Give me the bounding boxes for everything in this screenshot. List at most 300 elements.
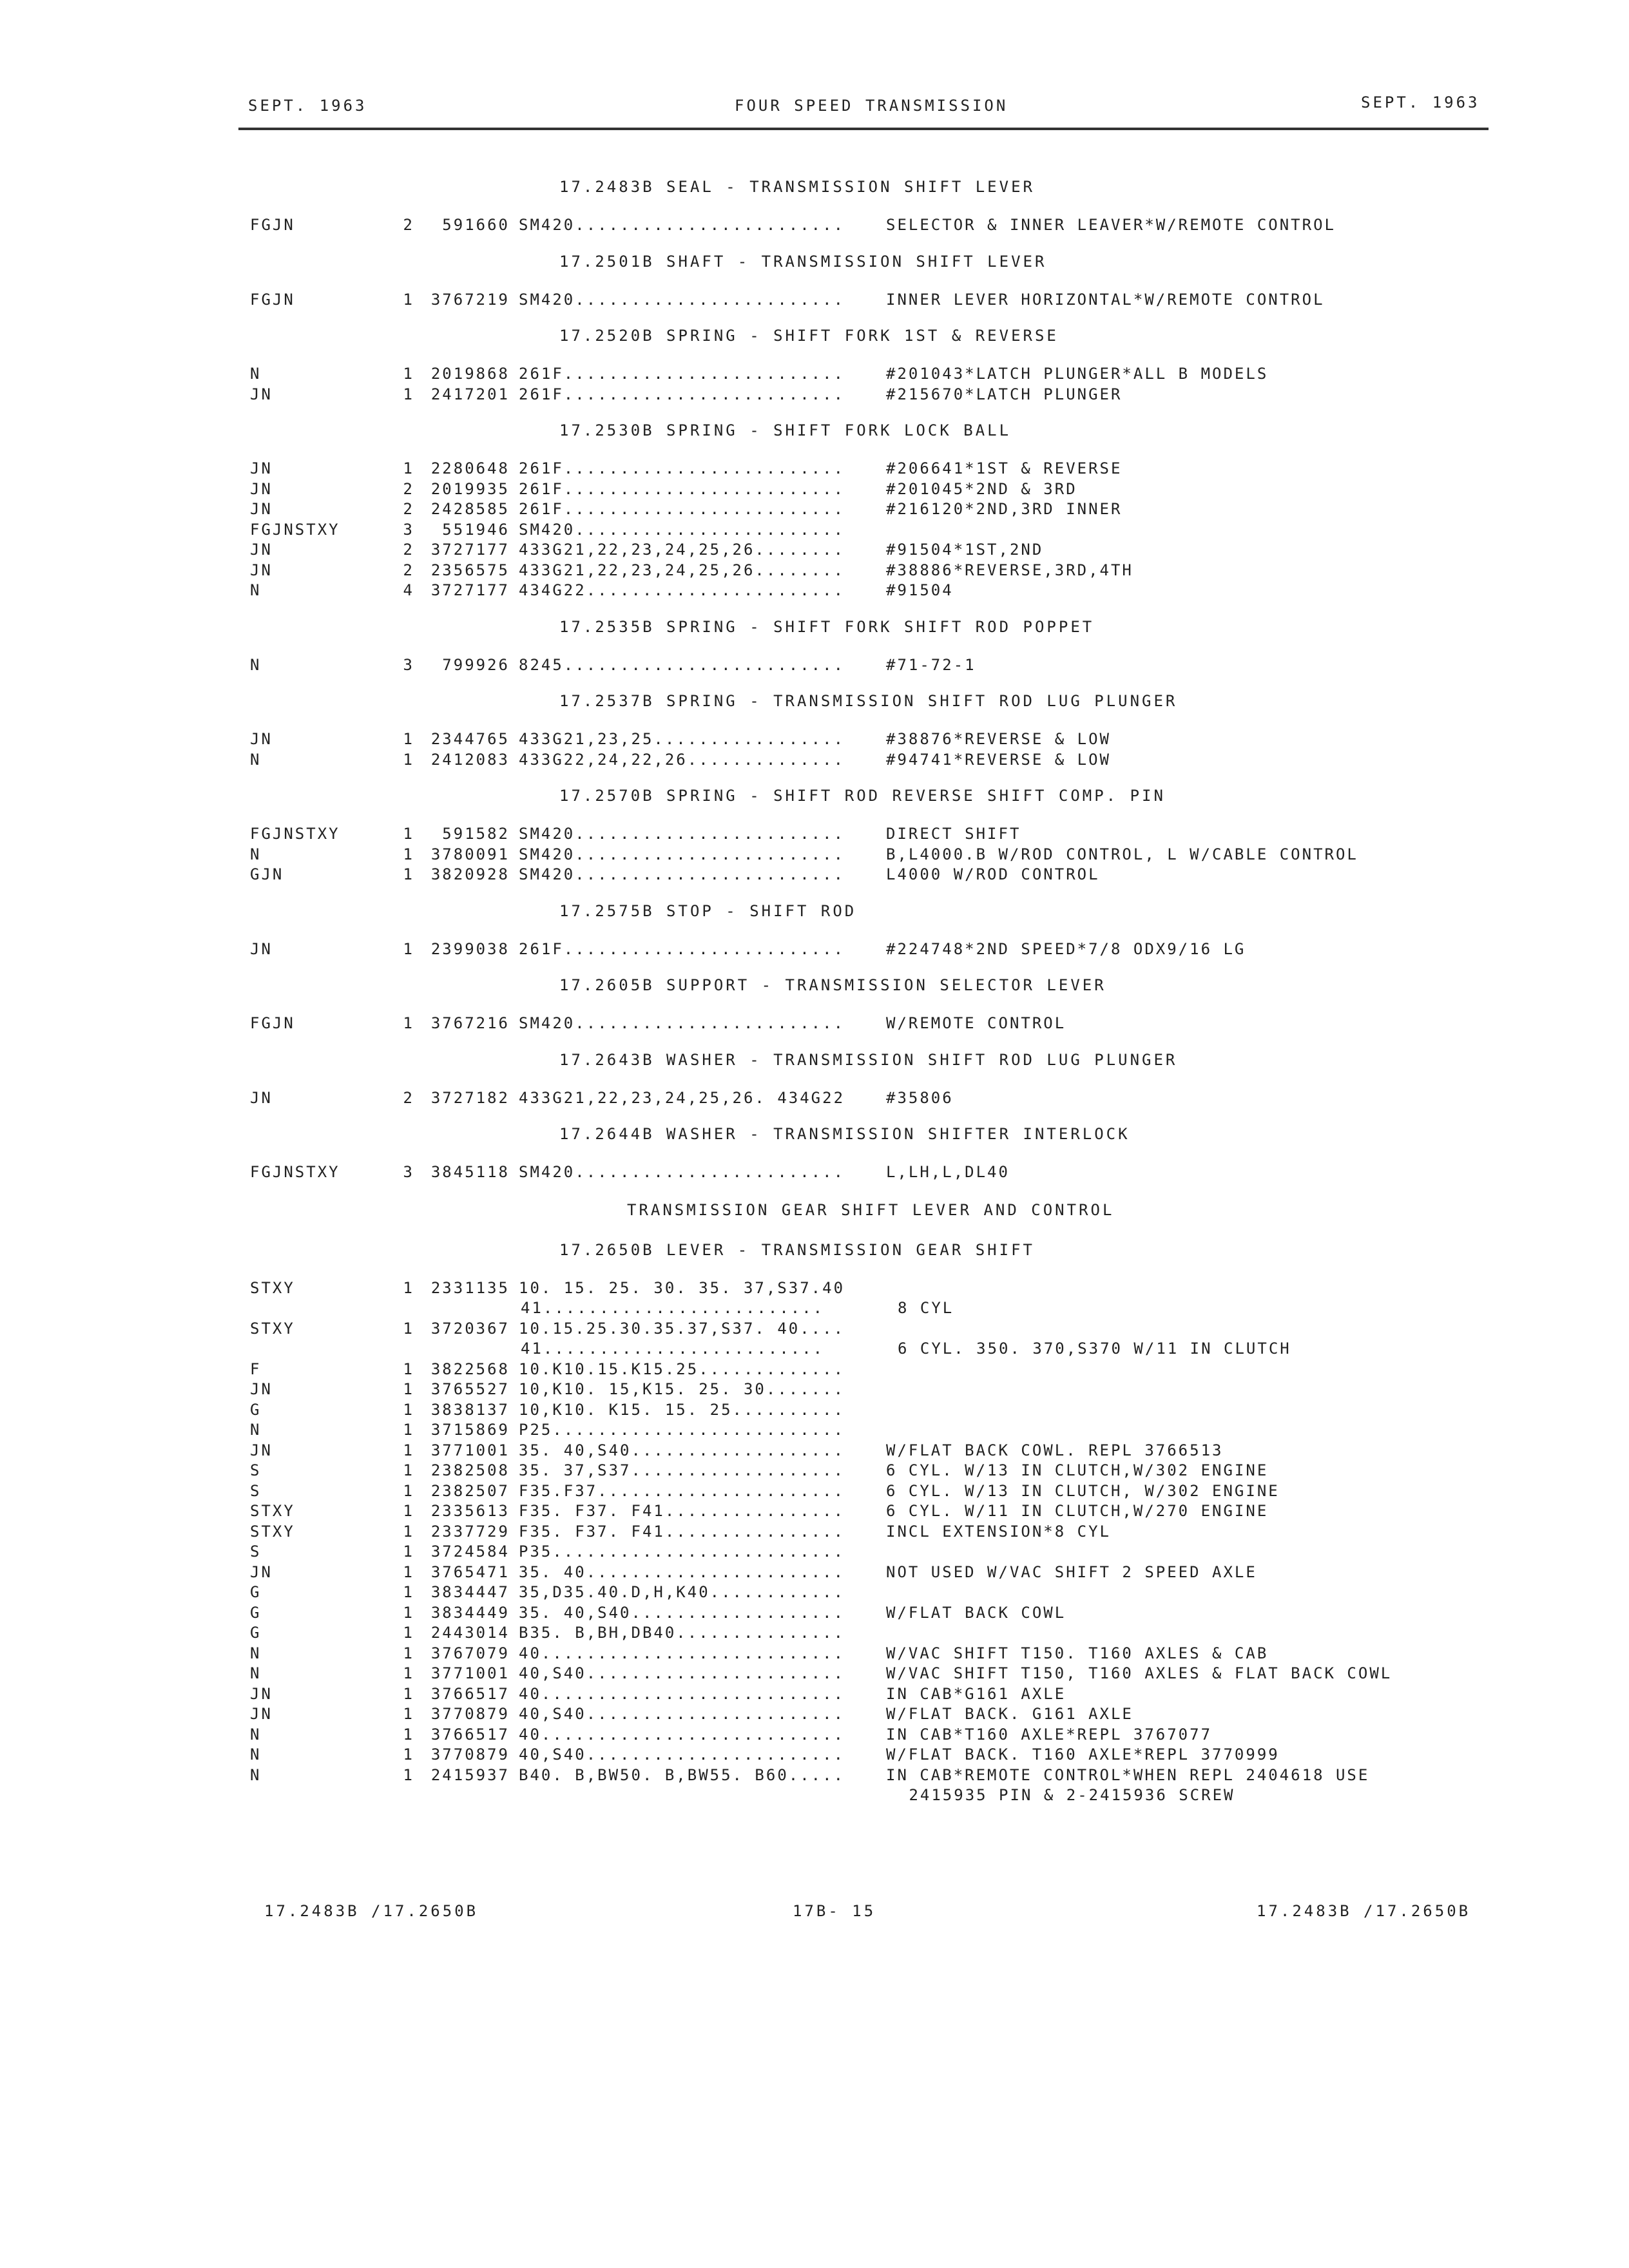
section-rows bbox=[250, 364, 1507, 405]
section-title: 17.2483B SEAL - TRANSMISSION SHIFT LEVER bbox=[559, 178, 1035, 196]
part-description: #91504 bbox=[886, 581, 954, 599]
quantity: 1 bbox=[403, 730, 414, 748]
table-row bbox=[250, 364, 1507, 385]
header-left-date: SEPT. 1963 bbox=[248, 97, 367, 115]
model-applicability: 35. 37,S37................... bbox=[519, 1461, 845, 1479]
continuation-model: 41......................... bbox=[521, 1340, 825, 1358]
part-number: 591582 bbox=[442, 825, 510, 843]
model-code: N bbox=[250, 1664, 262, 1682]
part-description: #201043*LATCH PLUNGER*ALL B MODELS bbox=[886, 365, 1269, 383]
part-description: W/REMOTE CONTROL bbox=[886, 1014, 1066, 1032]
parts-section bbox=[250, 1046, 1507, 1109]
parts-list bbox=[250, 161, 1507, 1806]
part-description: #35806 bbox=[886, 1088, 954, 1107]
quantity: 1 bbox=[403, 1725, 414, 1744]
quantity: 2 bbox=[403, 561, 414, 579]
section-title: 17.2575B STOP - SHIFT ROD bbox=[559, 901, 857, 920]
part-number: 2356575 bbox=[430, 561, 510, 579]
quantity: 1 bbox=[403, 1319, 414, 1338]
part-description bbox=[886, 1319, 1507, 1340]
model-applicability: 261F......................... bbox=[519, 479, 845, 498]
continuation-model: 41......................... bbox=[521, 1299, 825, 1317]
part-description bbox=[886, 1360, 1507, 1380]
table-row bbox=[250, 540, 1507, 561]
quantity: 1 bbox=[403, 825, 414, 843]
model-applicability: B40. B,BW50. B,BW55. B60..... bbox=[519, 1765, 845, 1784]
part-number: 3766517 bbox=[430, 1725, 510, 1744]
part-number: 3727182 bbox=[430, 1088, 510, 1107]
model-code: STXY bbox=[250, 1319, 295, 1338]
section-title: 17.2644B WASHER - TRANSMISSION SHIFTER INTERLOCK bbox=[559, 1125, 1130, 1143]
model-applicability: P35.......................... bbox=[519, 1542, 845, 1561]
quantity: 1 bbox=[403, 1278, 414, 1297]
part-description: L,LH,L,DL40 bbox=[886, 1163, 1010, 1181]
section-rows bbox=[250, 459, 1507, 601]
table-row bbox=[250, 865, 1507, 885]
table-row bbox=[250, 1522, 1507, 1542]
model-applicability: 433G21,22,23,24,25,26........ bbox=[519, 541, 845, 559]
model-code: JN bbox=[250, 939, 273, 958]
table-row bbox=[250, 1441, 1507, 1461]
section-rows bbox=[250, 1088, 1507, 1109]
section-title: 17.2650B LEVER - TRANSMISSION GEAR SHIFT bbox=[559, 1240, 1035, 1259]
quantity: 3 bbox=[403, 1163, 414, 1181]
footer-page-number: 17B- 15 bbox=[793, 1902, 876, 1920]
parts-section bbox=[250, 687, 1507, 770]
quantity: 1 bbox=[403, 865, 414, 883]
section-rows bbox=[250, 215, 1507, 236]
continuation-description: 8 CYL bbox=[898, 1299, 954, 1317]
model-applicability: 261F......................... bbox=[519, 939, 845, 958]
quantity: 1 bbox=[403, 1624, 414, 1642]
model-code: N bbox=[250, 365, 262, 383]
part-description: #71-72-1 bbox=[886, 655, 976, 674]
part-description: 6 CYL. W/13 IN CLUTCH,W/302 ENGINE bbox=[886, 1461, 1269, 1479]
table-row bbox=[250, 1704, 1507, 1725]
part-number: 3838137 bbox=[430, 1400, 510, 1419]
model-applicability: 261F......................... bbox=[519, 385, 845, 403]
part-number: 2019935 bbox=[430, 479, 510, 498]
table-row bbox=[250, 1562, 1507, 1583]
part-description: W/FLAT BACK. T160 AXLE*REPL 3770999 bbox=[886, 1745, 1280, 1763]
model-code: STXY bbox=[250, 1278, 295, 1297]
table-row bbox=[250, 520, 1507, 541]
model-applicability: 10,K10. 15,K15. 25. 30....... bbox=[519, 1380, 845, 1398]
continuation-description: 2415935 PIN & 2-2415936 SCREW bbox=[898, 1786, 1235, 1804]
model-applicability: 40........................... bbox=[519, 1644, 845, 1662]
part-number: 2331135 bbox=[430, 1278, 510, 1297]
quantity: 1 bbox=[403, 939, 414, 958]
section-rows bbox=[250, 939, 1507, 960]
part-description: IN CAB*G161 AXLE bbox=[886, 1684, 1066, 1703]
model-applicability: F35.F37...................... bbox=[519, 1481, 845, 1500]
quantity: 3 bbox=[403, 520, 414, 539]
table-row bbox=[250, 1542, 1507, 1562]
table-row bbox=[250, 1360, 1507, 1380]
quantity: 1 bbox=[403, 459, 414, 477]
part-number: 2337729 bbox=[430, 1522, 510, 1541]
part-number: 2335613 bbox=[430, 1502, 510, 1520]
model-code: STXY bbox=[250, 1502, 295, 1520]
part-number: 2382507 bbox=[430, 1481, 510, 1500]
model-applicability: F35. F37. F41................ bbox=[519, 1502, 845, 1520]
part-description: #201045*2ND & 3RD bbox=[886, 479, 1077, 498]
part-description: #91504*1ST,2ND bbox=[886, 541, 1044, 559]
part-number: 3767219 bbox=[430, 290, 510, 309]
quantity: 4 bbox=[403, 581, 414, 599]
footer-left: 17.2483B /17.2650B bbox=[264, 1902, 479, 1920]
model-code: FGJNSTXY bbox=[250, 825, 340, 843]
part-description: IN CAB*T160 AXLE*REPL 3767077 bbox=[886, 1725, 1213, 1744]
quantity: 2 bbox=[403, 500, 414, 518]
part-description: W/VAC SHIFT T150. T160 AXLES & CAB bbox=[886, 1644, 1269, 1662]
table-row bbox=[250, 1481, 1507, 1502]
quantity: 1 bbox=[403, 1400, 414, 1419]
model-code: S bbox=[250, 1481, 262, 1500]
section-title: 17.2643B WASHER - TRANSMISSION SHIFT ROD LUG PLUNGER bbox=[559, 1050, 1178, 1069]
part-description: #94741*REVERSE & LOW bbox=[886, 750, 1111, 769]
part-number: 2428585 bbox=[430, 500, 510, 518]
quantity: 3 bbox=[403, 655, 414, 674]
quantity: 1 bbox=[403, 1380, 414, 1398]
part-description: NOT USED W/VAC SHIFT 2 SPEED AXLE bbox=[886, 1562, 1257, 1581]
quantity: 1 bbox=[403, 1360, 414, 1378]
quantity: 1 bbox=[403, 1705, 414, 1723]
part-number: 3715869 bbox=[430, 1421, 510, 1439]
part-description bbox=[886, 1542, 1507, 1562]
section-rows bbox=[250, 290, 1507, 311]
part-description: B,L4000.B W/ROD CONTROL, L W/CABLE CONTROL bbox=[886, 845, 1358, 863]
model-applicability: 35,D35.40.D,H,K40............ bbox=[519, 1583, 845, 1601]
model-applicability: 10.K10.15.K15.25............. bbox=[519, 1360, 845, 1378]
table-row bbox=[250, 1400, 1507, 1421]
quantity: 1 bbox=[403, 1583, 414, 1601]
section-title: 17.2537B SPRING - TRANSMISSION SHIFT ROD LUG PLUNGER bbox=[559, 692, 1178, 710]
table-row bbox=[250, 479, 1507, 500]
model-code: N bbox=[250, 1765, 262, 1784]
part-number: 3720367 bbox=[430, 1319, 510, 1338]
section-rows bbox=[250, 1014, 1507, 1034]
part-number: 3727177 bbox=[430, 581, 510, 599]
model-applicability: B35. B,BH,DB40............... bbox=[519, 1624, 845, 1642]
parts-section bbox=[250, 322, 1507, 405]
part-number: 3767216 bbox=[430, 1014, 510, 1032]
part-description: 6 CYL. W/13 IN CLUTCH, W/302 ENGINE bbox=[886, 1481, 1280, 1500]
model-code: STXY bbox=[250, 1522, 295, 1541]
model-code: G bbox=[250, 1624, 262, 1642]
model-code: JN bbox=[250, 1380, 273, 1398]
section-title: 17.2530B SPRING - SHIFT FORK LOCK BALL bbox=[559, 421, 1012, 439]
model-applicability: 40,S40....................... bbox=[519, 1705, 845, 1723]
model-applicability: SM420........................ bbox=[519, 825, 845, 843]
model-code: S bbox=[250, 1461, 262, 1479]
model-code: S bbox=[250, 1542, 262, 1561]
parts-section bbox=[250, 613, 1507, 676]
section-rows bbox=[250, 1278, 1507, 1806]
table-row bbox=[250, 290, 1507, 311]
model-applicability: SM420........................ bbox=[519, 1163, 845, 1181]
part-description bbox=[886, 520, 1507, 541]
parts-section bbox=[250, 247, 1507, 311]
parts-section bbox=[250, 173, 1507, 236]
model-code: JN bbox=[250, 500, 273, 518]
table-row bbox=[250, 1278, 1507, 1299]
quantity: 1 bbox=[403, 1542, 414, 1561]
part-number: 2443014 bbox=[430, 1624, 510, 1642]
section-title: 17.2501B SHAFT - TRANSMISSION SHIFT LEVER bbox=[559, 252, 1047, 271]
section-rows bbox=[250, 824, 1507, 885]
model-applicability: 10. 15. 25. 30. 35. 37,S37.40 bbox=[519, 1278, 845, 1297]
quantity: 1 bbox=[403, 1441, 414, 1459]
table-row bbox=[250, 1319, 1507, 1340]
table-row bbox=[250, 1379, 1507, 1400]
footer-right: 17.2483B /17.2650B bbox=[1257, 1902, 1471, 1920]
part-description: #224748*2ND SPEED*7/8 ODX9/16 LG bbox=[886, 939, 1246, 958]
section-title: 17.2520B SPRING - SHIFT FORK 1ST & REVERSE bbox=[559, 327, 1059, 345]
model-code: N bbox=[250, 1644, 262, 1662]
table-row bbox=[250, 729, 1507, 750]
continuation-model bbox=[250, 1785, 898, 1806]
part-description: INNER LEVER HORIZONTAL*W/REMOTE CONTROL bbox=[886, 290, 1325, 309]
model-code: JN bbox=[250, 1684, 273, 1703]
part-description: IN CAB*REMOTE CONTROL*WHEN REPL 2404618 USE bbox=[886, 1765, 1370, 1784]
table-row bbox=[250, 1461, 1507, 1481]
model-applicability: SM420........................ bbox=[519, 865, 845, 883]
part-description: INCL EXTENSION*8 CYL bbox=[886, 1522, 1111, 1541]
model-code: JN bbox=[250, 730, 273, 748]
quantity: 2 bbox=[403, 1088, 414, 1107]
group-title: TRANSMISSION GEAR SHIFT LEVER AND CONTROL bbox=[627, 1200, 1115, 1219]
model-applicability: 35. 40,S40................... bbox=[519, 1441, 845, 1459]
model-code: JN bbox=[250, 459, 273, 477]
quantity: 1 bbox=[403, 290, 414, 309]
header-title: FOUR SPEED TRANSMISSION bbox=[735, 97, 1008, 115]
quantity: 2 bbox=[403, 541, 414, 559]
table-row bbox=[250, 1162, 1507, 1183]
part-number: 3765471 bbox=[430, 1562, 510, 1581]
part-description: #215670*LATCH PLUNGER bbox=[886, 385, 1123, 403]
model-applicability: SM420........................ bbox=[519, 216, 845, 234]
table-row bbox=[250, 750, 1507, 771]
model-applicability: 40........................... bbox=[519, 1725, 845, 1744]
quantity: 1 bbox=[403, 1014, 414, 1032]
table-row bbox=[250, 1603, 1507, 1624]
quantity: 1 bbox=[403, 1502, 414, 1520]
model-code: JN bbox=[250, 1441, 273, 1459]
quantity: 1 bbox=[403, 1562, 414, 1581]
part-number: 3845118 bbox=[430, 1163, 510, 1181]
table-row bbox=[250, 215, 1507, 236]
model-code: G bbox=[250, 1603, 262, 1622]
model-applicability: 261F......................... bbox=[519, 459, 845, 477]
part-description: W/FLAT BACK. G161 AXLE bbox=[886, 1705, 1133, 1723]
model-applicability: SM420........................ bbox=[519, 1014, 845, 1032]
table-row bbox=[250, 561, 1507, 581]
table-row bbox=[250, 499, 1507, 520]
part-number: 3834447 bbox=[430, 1583, 510, 1601]
model-code: G bbox=[250, 1583, 262, 1601]
table-row bbox=[250, 1664, 1507, 1684]
section-rows bbox=[250, 729, 1507, 770]
part-description: DIRECT SHIFT bbox=[886, 825, 1021, 843]
table-row bbox=[250, 655, 1507, 676]
model-applicability: 433G22,24,22,26.............. bbox=[519, 750, 845, 769]
part-number: 2415937 bbox=[430, 1765, 510, 1784]
table-row bbox=[250, 939, 1507, 960]
part-number: 3767079 bbox=[430, 1644, 510, 1662]
part-description: L4000 W/ROD CONTROL bbox=[886, 865, 1100, 883]
header-rule bbox=[238, 128, 1489, 130]
model-code: N bbox=[250, 845, 262, 863]
part-number: 3820928 bbox=[430, 865, 510, 883]
part-description bbox=[886, 1278, 1507, 1299]
model-code: JN bbox=[250, 479, 273, 498]
part-number: 3834449 bbox=[430, 1603, 510, 1622]
quantity: 1 bbox=[403, 1522, 414, 1541]
model-applicability: 35. 40,S40................... bbox=[519, 1603, 845, 1622]
parts-section bbox=[250, 1236, 1507, 1806]
continuation-description: 6 CYL. 350. 370,S370 W/11 IN CLUTCH bbox=[898, 1340, 1291, 1358]
table-row bbox=[250, 581, 1507, 601]
part-description: W/FLAT BACK COWL. REPL 3766513 bbox=[886, 1441, 1224, 1459]
part-description: 6 CYL. W/11 IN CLUTCH,W/270 ENGINE bbox=[886, 1502, 1269, 1520]
parts-section bbox=[250, 971, 1507, 1034]
model-applicability: P25.......................... bbox=[519, 1421, 845, 1439]
part-number: 2344765 bbox=[430, 730, 510, 748]
part-number: 799926 bbox=[442, 655, 510, 674]
part-description: #38876*REVERSE & LOW bbox=[886, 730, 1111, 748]
model-applicability: 35. 40....................... bbox=[519, 1562, 845, 1581]
part-number: 591660 bbox=[442, 216, 510, 234]
quantity: 2 bbox=[403, 216, 414, 234]
model-code: N bbox=[250, 655, 262, 674]
part-number: 3727177 bbox=[430, 541, 510, 559]
quantity: 1 bbox=[403, 385, 414, 403]
model-code: JN bbox=[250, 385, 273, 403]
table-row bbox=[250, 1501, 1507, 1522]
part-number: 551946 bbox=[442, 520, 510, 539]
table-row-continuation bbox=[250, 1785, 1507, 1806]
parts-section bbox=[250, 1120, 1507, 1183]
part-description: W/FLAT BACK COWL bbox=[886, 1603, 1066, 1622]
part-number: 2019868 bbox=[430, 365, 510, 383]
model-code: FGJNSTXY bbox=[250, 520, 340, 539]
model-applicability: SM420........................ bbox=[519, 520, 845, 539]
model-applicability: 261F......................... bbox=[519, 365, 845, 383]
section-title: 17.2605B SUPPORT - TRANSMISSION SELECTOR LEVER bbox=[559, 976, 1106, 994]
part-description: #206641*1ST & REVERSE bbox=[886, 459, 1123, 477]
model-code: N bbox=[250, 1745, 262, 1763]
quantity: 1 bbox=[403, 845, 414, 863]
quantity: 1 bbox=[403, 1745, 414, 1763]
section-rows bbox=[250, 655, 1507, 676]
part-number: 3770879 bbox=[430, 1745, 510, 1763]
model-applicability: 8245......................... bbox=[519, 655, 845, 674]
table-row bbox=[250, 1725, 1507, 1745]
part-description bbox=[886, 1623, 1507, 1644]
model-code: JN bbox=[250, 1088, 273, 1107]
table-row-continuation bbox=[250, 1298, 1507, 1319]
quantity: 2 bbox=[403, 479, 414, 498]
quantity: 1 bbox=[403, 1765, 414, 1784]
table-row bbox=[250, 1582, 1507, 1603]
table-row bbox=[250, 385, 1507, 405]
table-row-continuation bbox=[250, 1339, 1507, 1360]
table-row bbox=[250, 1765, 1507, 1786]
quantity: 1 bbox=[403, 1664, 414, 1682]
model-code: FGJNSTXY bbox=[250, 1163, 340, 1181]
model-applicability: 10,K10. K15. 15. 25.......... bbox=[519, 1400, 845, 1419]
part-number: 2280648 bbox=[430, 459, 510, 477]
model-applicability: 40,S40....................... bbox=[519, 1745, 845, 1763]
model-code: N bbox=[250, 1421, 262, 1439]
part-description bbox=[886, 1582, 1507, 1603]
model-applicability: 40,S40....................... bbox=[519, 1664, 845, 1682]
model-applicability: 10.15.25.30.35.37,S37. 40.... bbox=[519, 1319, 845, 1338]
table-row bbox=[250, 1420, 1507, 1441]
model-applicability: SM420........................ bbox=[519, 290, 845, 309]
part-number: 3766517 bbox=[430, 1684, 510, 1703]
part-number: 2412083 bbox=[430, 750, 510, 769]
part-description bbox=[886, 1400, 1507, 1421]
model-code: FGJN bbox=[250, 290, 295, 309]
quantity: 1 bbox=[403, 365, 414, 383]
part-number: 3724584 bbox=[430, 1542, 510, 1561]
header-right-date: SEPT. 1963 bbox=[1361, 93, 1480, 111]
quantity: 1 bbox=[403, 1684, 414, 1703]
model-code: JN bbox=[250, 541, 273, 559]
model-code: G bbox=[250, 1400, 262, 1419]
model-code: JN bbox=[250, 561, 273, 579]
part-description: #216120*2ND,3RD INNER bbox=[886, 500, 1123, 518]
model-code: GJN bbox=[250, 865, 284, 883]
section-title: 17.2570B SPRING - SHIFT ROD REVERSE SHIFT COMP. PIN bbox=[559, 787, 1166, 805]
table-row bbox=[250, 845, 1507, 865]
table-row bbox=[250, 824, 1507, 845]
part-number: 3771001 bbox=[430, 1664, 510, 1682]
part-description bbox=[886, 1379, 1507, 1400]
table-row bbox=[250, 459, 1507, 479]
quantity: 1 bbox=[403, 1421, 414, 1439]
part-description: W/VAC SHIFT T150, T160 AXLES & FLAT BACK COWL bbox=[886, 1664, 1393, 1682]
model-applicability: 434G22....................... bbox=[519, 581, 845, 599]
table-row bbox=[250, 1745, 1507, 1765]
model-applicability: SM420........................ bbox=[519, 845, 845, 863]
table-row bbox=[250, 1644, 1507, 1664]
table-row bbox=[250, 1088, 1507, 1109]
part-description: SELECTOR & INNER LEAVER*W/REMOTE CONTROL bbox=[886, 216, 1336, 234]
part-number: 3770879 bbox=[430, 1705, 510, 1723]
part-number: 3822568 bbox=[430, 1360, 510, 1378]
model-code: N bbox=[250, 750, 262, 769]
part-description: #38886*REVERSE,3RD,4TH bbox=[886, 561, 1133, 579]
model-code: FGJN bbox=[250, 1014, 295, 1032]
model-applicability: 433G21,23,25................. bbox=[519, 730, 845, 748]
quantity: 1 bbox=[403, 750, 414, 769]
part-number: 3771001 bbox=[430, 1441, 510, 1459]
table-row bbox=[250, 1623, 1507, 1644]
model-applicability: 433G21,22,23,24,25,26........ bbox=[519, 561, 845, 579]
model-applicability: F35. F37. F41................ bbox=[519, 1522, 845, 1541]
quantity: 1 bbox=[403, 1644, 414, 1662]
parts-section bbox=[250, 897, 1507, 960]
section-rows bbox=[250, 1162, 1507, 1183]
model-code: JN bbox=[250, 1705, 273, 1723]
part-number: 3765527 bbox=[430, 1380, 510, 1398]
part-description bbox=[886, 1420, 1507, 1441]
table-row bbox=[250, 1684, 1507, 1705]
part-number: 2417201 bbox=[430, 385, 510, 403]
